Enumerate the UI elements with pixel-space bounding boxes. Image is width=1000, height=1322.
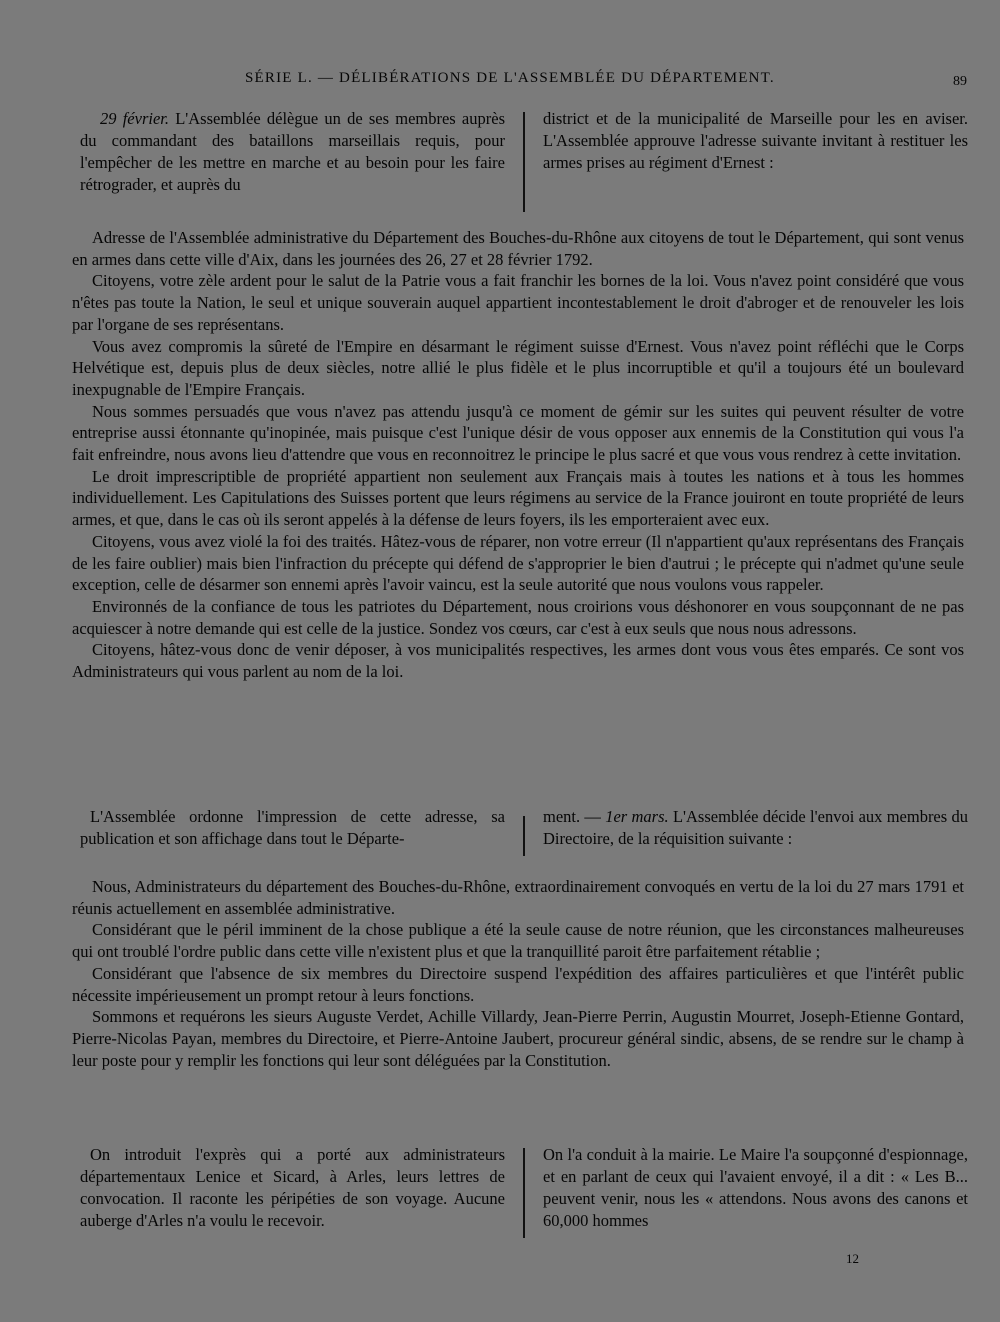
column-divider bbox=[523, 816, 525, 856]
right-column-text: district et de la municipalité de Marseille pour les en aviser. L'Assemblée approuve l'adresse suivante invitant à restituer les armes prises au régiment d'Ernest : bbox=[543, 109, 968, 172]
left-column bbox=[80, 806, 505, 856]
date-label: 1er mars. bbox=[605, 807, 669, 826]
right-column bbox=[543, 806, 968, 856]
running-title: SÉRIE L. — DÉLIBÉRATIONS DE L'ASSEMBLÉE DU DÉPARTEMENT. bbox=[245, 70, 775, 86]
paragraph: Sommons et requérons les sieurs Auguste Verdet, Achille Villardy, Jean-Pierre Perrin, Augustin Mourret, Joseph-Etienne Gontard, Pierre-Nicolas Payan, membres du Directoire, et Pierre-Antoine Jaubert, procureur général sindic, absens, de se rendre sur le champ à leur poste pour y remplir les fonctions qui leur sont déléguées par la Constitution. bbox=[72, 1007, 964, 1070]
requisition-text bbox=[72, 876, 964, 1071]
right-column bbox=[543, 1144, 968, 1238]
paragraph: Environnés de la confiance de tous les patriotes du Département, nous croirions vous déshonorer en vous soupçonnant de ne pas acquiescer à notre demande qui est celle de la justice. Sondez vos cœurs, car c'est à eux seuls que nous nous adressons. bbox=[72, 596, 964, 638]
left-column-text: L'Assemblée ordonne l'impression de cette adresse, sa publication et son affichage dans tout le Départe- bbox=[80, 807, 505, 848]
running-header bbox=[60, 70, 967, 94]
paragraph: Nous sommes persuadés que vous n'avez pas attendu jusqu'à ce moment de gémir sur les suites qui peuvent résulter de votre entreprise aussi étonnante qu'inopinée, mais puisque c'est l'unique désir de vous opposer aux ennemis de la Constitution qui vous l'a fait enfreindre, nous avons lieu d'attendre que vous en reconnoitrez le principe le plus sacré et que vous vous rendrez à cette invitation. bbox=[72, 401, 964, 465]
left-column-text: On introduit l'exprès qui a porté aux administrateurs départementaux Lenice et Sicard, à Arles, leurs lettres de convocation. Il raconte les péripéties de son voyage. Aucune auberge d'Arles n'a voulu le recevoir. bbox=[80, 1145, 505, 1230]
page-number: 89 bbox=[953, 74, 967, 89]
left-column-text: L'Assemblée délègue un de ses membres auprès du commandant des bataillons marseillais requis, pour l'empêcher de les mettre en marche et au besoin pour les faire rétrograder, et auprès du bbox=[80, 109, 505, 194]
column-divider bbox=[523, 112, 525, 212]
paragraph: Le droit imprescriptible de propriété appartient non seulement aux Français mais à toutes les nations et à tous les hommes individuellement. Les Capitulations des Suisses portent que leurs régimens au service de la France jouiront en toute propriété de leurs armes, et que, dans le cas où ils seront appelés à la défense de leurs foyers, ils les emporteraient avec eux. bbox=[72, 466, 964, 530]
paragraph: Citoyens, hâtez-vous donc de venir déposer, à vos municipalités respectives, les armes dont vous vous êtes emparés. Ce sont vos Administrateurs qui vous parlent au nom de la loi. bbox=[72, 640, 964, 682]
right-column-text: On l'a conduit à la mairie. Le Maire l'a soupçonné d'espionnage, et en parlant de ceux qui l'avaient envoyé, il a dit : « Les B... peuvent venir, nous les « attendons. Nous avons des canons et 60,000 hommes bbox=[543, 1145, 968, 1230]
paragraph: Nous, Administrateurs du département des Bouches-du-Rhône, extraordinairement convoqués en vertu de la loi du 27 mars 1791 et réunis actuellement en assemblée administrative. bbox=[72, 877, 964, 918]
left-column bbox=[80, 1144, 505, 1238]
sheet-number: 12 bbox=[846, 1251, 859, 1266]
adresse-title: Adresse de l'Assemblée administrative du Département des Bouches-du-Rhône aux citoyens de tout le Département, qui sont venus en armes dans cette ville d'Aix, dans les journées des 26, 27 et 28 février 1792. bbox=[72, 228, 964, 269]
date-label: 29 février. bbox=[100, 109, 169, 128]
deliberation-block-29-fevrier bbox=[80, 108, 968, 212]
paragraph: Vous avez compromis la sûreté de l'Empire en désarmant le régiment suisse d'Ernest. Vous n'avez point réfléchi que le Corps Helvétique est, depuis plus de deux siècles, notre allié le plus fidèle et le plus incorruptible et qu'il a toujours été un boulevard inexpugnable de l'Empire Français. bbox=[72, 336, 964, 399]
deliberation-block-expres bbox=[80, 1144, 968, 1238]
adresse-text bbox=[72, 227, 964, 683]
paragraph: Citoyens, votre zèle ardent pour le salut de la Patrie vous a fait franchir les bornes de la loi. Vous n'avez point considéré que vous n'êtes pas toute la Nation, le seul et unique souverain auquel appartient incontestablement le droit d'abroger et de renouveler les lois par l'organe de ses représentans. bbox=[72, 271, 964, 334]
left-column bbox=[80, 108, 505, 212]
paragraph: Considérant que le péril imminent de la chose publique a été la seule cause de notre réunion, que les circonstances malheureuses qui ont troublé l'ordre public dans cette ville n'existent plus et que la tranquillité paroit être parfaitement rétablie ; bbox=[72, 920, 964, 962]
deliberation-block-1er-mars bbox=[80, 806, 968, 856]
paragraph: Considérant que l'absence de six membres du Directoire suspend l'expédition des affaires particulières et que l'intérêt public nécessite impérieusement un prompt retour à leurs fonctions. bbox=[72, 963, 964, 1005]
paragraph: Citoyens, vous avez violé la foi des traités. Hâtez-vous de réparer, non votre erreur (Il n'appartient qu'aux représentans des Français de les faire oublier) mais bien l'infraction du précepte qui défend de s'approprier le bien d'autrui ; le précepte qui n'admet qu'une seule exception, celle de désarmer son ennemi après l'avoir vaincu, est la seule autorité que nous voulons vous rappeler. bbox=[72, 531, 964, 595]
right-column bbox=[543, 108, 968, 212]
right-column-text: L'Assemblée décide l'envoi aux membres du Directoire, de la réquisition suivante : bbox=[543, 807, 968, 848]
column-divider bbox=[523, 1148, 525, 1238]
right-column-text-pre: ment. — bbox=[543, 807, 606, 826]
